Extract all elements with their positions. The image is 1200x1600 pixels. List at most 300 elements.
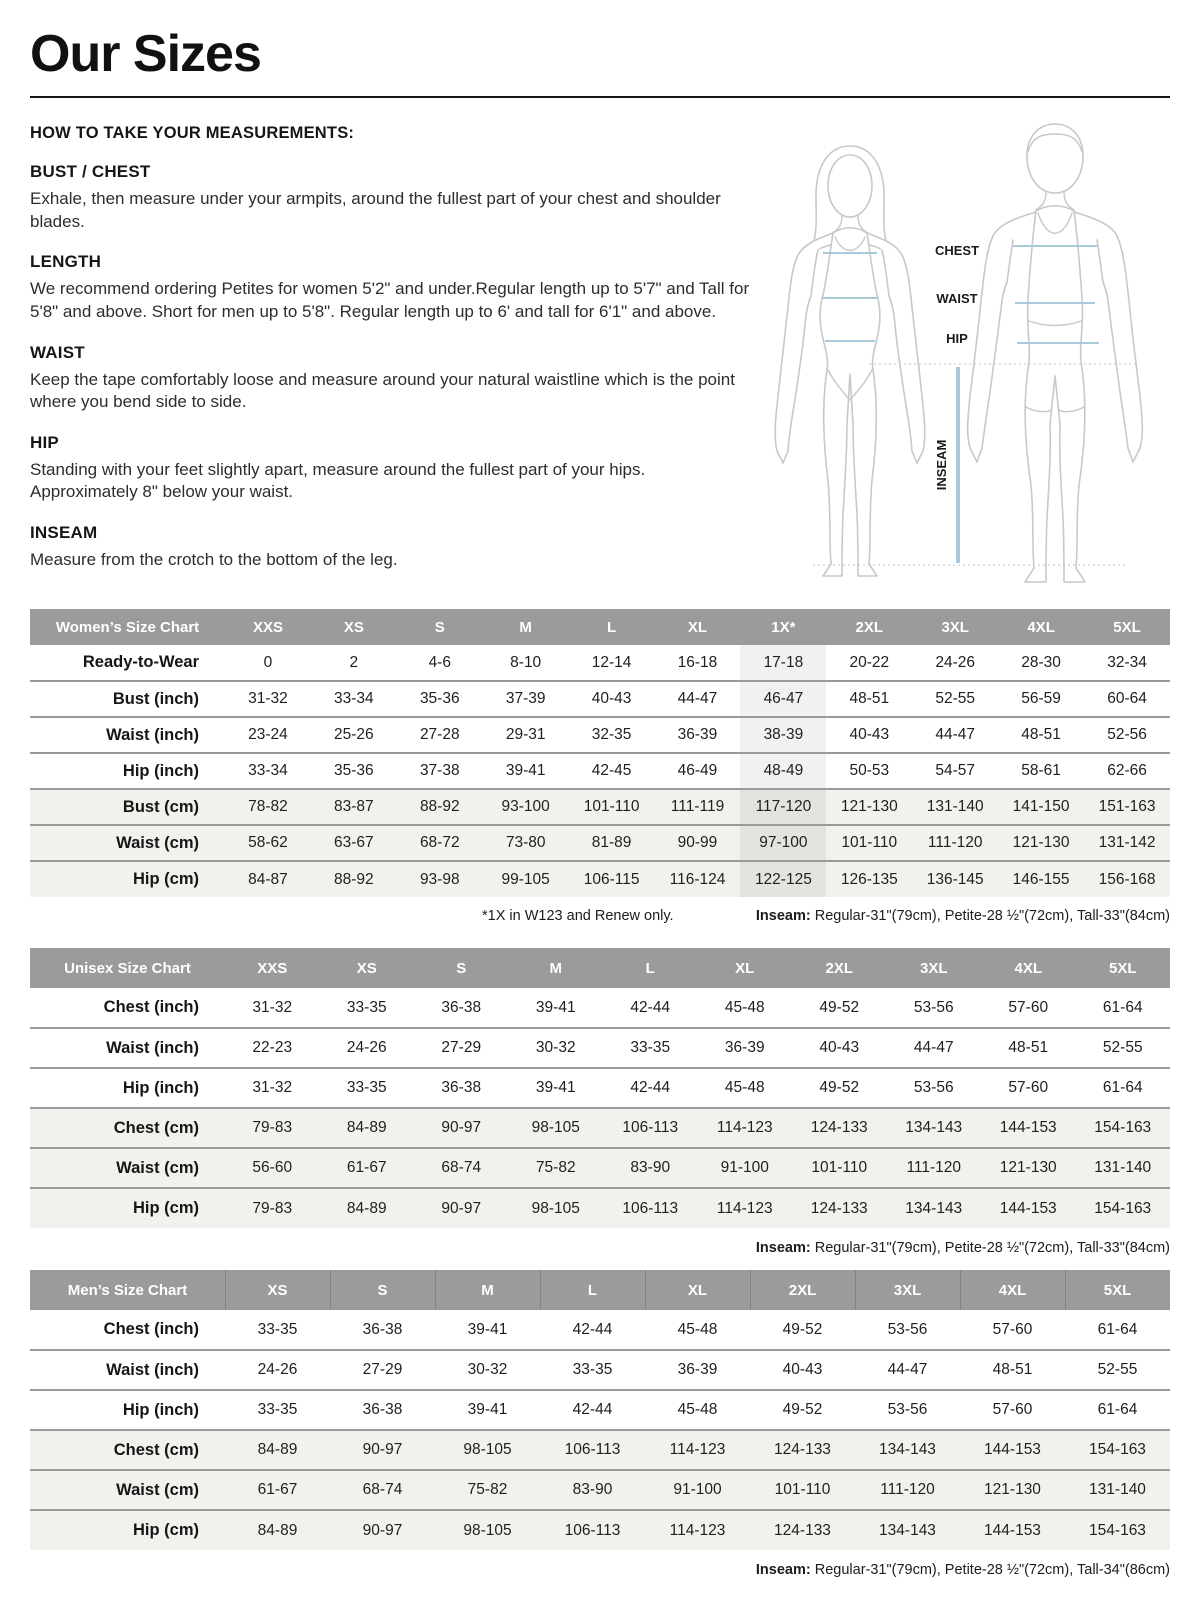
value-cell: 61-64 bbox=[1097, 1320, 1138, 1338]
waist-label: WAIST bbox=[936, 291, 978, 307]
value-cell: 134-143 bbox=[879, 1521, 936, 1539]
value-cell: 31-32 bbox=[252, 998, 293, 1016]
table-row bbox=[30, 1068, 1170, 1108]
title-divider bbox=[30, 96, 1170, 98]
value-cell: 12-14 bbox=[591, 653, 632, 671]
value-cell: 83-87 bbox=[334, 798, 374, 816]
womens-inseam-note bbox=[756, 908, 1170, 924]
size-header-cell: 3XL bbox=[887, 948, 982, 988]
value-cell: 40-43 bbox=[782, 1361, 823, 1379]
size-header-cell: L bbox=[603, 948, 698, 988]
value-cell: 53-56 bbox=[913, 998, 954, 1016]
size-header-cell: M bbox=[483, 609, 569, 645]
value-cell: 88-92 bbox=[334, 870, 374, 888]
table-header-row bbox=[30, 948, 1170, 988]
table-row bbox=[30, 1188, 1170, 1228]
value-cell: 40-43 bbox=[819, 1039, 860, 1057]
value-cell: 61-67 bbox=[346, 1159, 387, 1177]
value-cell: 101-110 bbox=[841, 834, 898, 852]
value-cell: 141-150 bbox=[1012, 798, 1070, 816]
value-cell: 30-32 bbox=[467, 1361, 508, 1379]
value-cell: 90-97 bbox=[362, 1441, 403, 1459]
value-cell: 134-143 bbox=[905, 1119, 963, 1137]
value-cell: 33-35 bbox=[346, 1079, 387, 1097]
value-cell: 60-64 bbox=[1107, 690, 1147, 708]
row-label-cell: Chest (inch) bbox=[103, 998, 199, 1017]
value-cell: 88-92 bbox=[419, 798, 460, 816]
size-header-cell: 2XL bbox=[750, 1270, 855, 1310]
value-cell: 151-163 bbox=[1098, 798, 1156, 816]
value-cell: 37-39 bbox=[505, 690, 546, 708]
value-cell: 75-82 bbox=[535, 1159, 576, 1177]
size-header-cell: 5XL bbox=[1084, 609, 1170, 645]
value-cell: 30-32 bbox=[535, 1039, 576, 1057]
size-header-cell: S bbox=[330, 1270, 435, 1310]
value-cell: 44-47 bbox=[935, 726, 976, 744]
unisex-size-chart-table bbox=[30, 948, 1170, 1228]
value-cell: 62-66 bbox=[1107, 762, 1147, 780]
value-cell: 49-52 bbox=[782, 1320, 823, 1338]
value-cell: 101-110 bbox=[583, 798, 640, 816]
value-cell: 90-97 bbox=[362, 1521, 403, 1539]
row-label-cell: Chest (cm) bbox=[113, 1440, 199, 1459]
section-heading: WAIST bbox=[30, 342, 85, 362]
value-cell: 93-98 bbox=[419, 870, 460, 888]
value-cell: 78-82 bbox=[248, 798, 288, 816]
value-cell: 0 bbox=[263, 653, 273, 671]
row-label-cell: Hip (inch) bbox=[122, 761, 199, 780]
value-cell: 45-48 bbox=[677, 1401, 718, 1419]
row-label-cell: Waist (cm) bbox=[116, 1480, 199, 1499]
value-cell: 33-35 bbox=[630, 1039, 671, 1057]
value-cell: 53-56 bbox=[913, 1079, 954, 1097]
value-cell: 52-56 bbox=[1107, 726, 1147, 744]
value-cell: 50-53 bbox=[849, 762, 890, 780]
value-cell: 111-120 bbox=[880, 1481, 935, 1499]
value-cell: 46-47 bbox=[740, 681, 826, 717]
value-cell: 52-55 bbox=[935, 690, 976, 708]
value-cell: 48-51 bbox=[1008, 1039, 1049, 1057]
womens-table-notes bbox=[30, 908, 1170, 924]
value-cell: 144-153 bbox=[984, 1521, 1041, 1539]
value-cell: 45-48 bbox=[677, 1320, 718, 1338]
value-cell: 2 bbox=[349, 653, 359, 671]
value-cell: 124-133 bbox=[810, 1199, 868, 1217]
inseam-note-text: Regular-31"(79cm), Petite-28 ½"(72cm), Tall-34"(86cm) bbox=[810, 1562, 1170, 1579]
table-title-cell: Unisex Size Chart bbox=[30, 948, 225, 988]
value-cell: 121-130 bbox=[840, 798, 898, 816]
value-cell: 27-29 bbox=[362, 1361, 403, 1379]
size-header-cell: 1X* bbox=[740, 609, 826, 645]
footnote-1x: *1X in W123 and Renew only. bbox=[482, 908, 674, 925]
value-cell: 33-35 bbox=[572, 1361, 613, 1379]
value-cell: 124-133 bbox=[774, 1441, 831, 1459]
value-cell: 44-47 bbox=[887, 1361, 928, 1379]
value-cell: 24-26 bbox=[935, 653, 976, 671]
value-cell: 84-89 bbox=[346, 1199, 387, 1217]
value-cell: 106-115 bbox=[583, 870, 640, 888]
value-cell: 38-39 bbox=[740, 717, 826, 753]
value-cell: 32-35 bbox=[591, 726, 632, 744]
section-text: Measure from the crotch to the bottom of the leg. bbox=[30, 550, 398, 570]
value-cell: 53-56 bbox=[887, 1320, 928, 1338]
value-cell: 154-163 bbox=[1094, 1199, 1152, 1217]
value-cell: 36-38 bbox=[441, 998, 482, 1016]
value-cell: 23-24 bbox=[248, 726, 288, 744]
row-label-cell: Waist (inch) bbox=[106, 1360, 199, 1379]
value-cell: 28-30 bbox=[1021, 653, 1061, 671]
size-charts-area bbox=[30, 609, 1170, 1578]
value-cell: 144-153 bbox=[999, 1199, 1057, 1217]
section-length bbox=[30, 252, 765, 323]
value-cell: 52-55 bbox=[1102, 1039, 1143, 1057]
value-cell: 32-34 bbox=[1107, 653, 1147, 671]
inseam-note-text: Regular-31"(79cm), Petite-28 ½"(72cm), Tall-33"(84cm) bbox=[810, 1240, 1170, 1257]
row-label-cell: Hip (cm) bbox=[133, 1521, 199, 1540]
table-row bbox=[30, 825, 1170, 861]
section-text: Standing with your feet slightly apart, measure around the fullest part of your hips. Approximately 8" below your waist. bbox=[30, 459, 646, 502]
table-row bbox=[30, 861, 1170, 897]
size-header-cell: 3XL bbox=[912, 609, 998, 645]
value-cell: 73-80 bbox=[505, 834, 546, 852]
value-cell: 90-97 bbox=[441, 1119, 482, 1137]
value-cell: 36-38 bbox=[441, 1079, 482, 1097]
row-label-cell: Chest (inch) bbox=[103, 1320, 199, 1339]
value-cell: 97-100 bbox=[740, 825, 826, 861]
value-cell: 45-48 bbox=[724, 998, 765, 1016]
value-cell: 98-105 bbox=[463, 1441, 512, 1459]
value-cell: 101-110 bbox=[811, 1159, 868, 1177]
value-cell: 42-44 bbox=[572, 1401, 613, 1419]
value-cell: 68-74 bbox=[362, 1481, 403, 1499]
row-label-cell: Ready-to-Wear bbox=[82, 653, 199, 672]
value-cell: 83-90 bbox=[630, 1159, 671, 1177]
value-cell: 24-26 bbox=[346, 1039, 387, 1057]
value-cell: 33-35 bbox=[257, 1320, 298, 1338]
value-cell: 56-60 bbox=[252, 1159, 293, 1177]
value-cell: 84-89 bbox=[257, 1441, 298, 1459]
table-row bbox=[30, 1470, 1170, 1510]
value-cell: 98-105 bbox=[463, 1521, 512, 1539]
inseam-note-label: Inseam: bbox=[755, 1562, 811, 1579]
value-cell: 136-145 bbox=[926, 870, 984, 888]
section-heading: BUST / CHEST bbox=[30, 162, 151, 182]
size-header-cell: L bbox=[569, 609, 655, 645]
section-inseam bbox=[30, 523, 765, 572]
value-cell: 42-44 bbox=[630, 1079, 671, 1097]
inseam-note-label: Inseam: bbox=[755, 1240, 811, 1257]
value-cell: 25-26 bbox=[334, 726, 374, 744]
value-cell: 134-143 bbox=[905, 1199, 963, 1217]
size-header-cell: XL bbox=[645, 1270, 750, 1310]
size-header-cell: M bbox=[435, 1270, 540, 1310]
inseam-label: INSEAM bbox=[934, 439, 949, 491]
how-to-heading: HOW TO TAKE YOUR MEASUREMENTS: bbox=[30, 124, 355, 143]
value-cell: 114-123 bbox=[669, 1441, 726, 1459]
value-cell: 48-51 bbox=[1021, 726, 1061, 744]
value-cell: 106-113 bbox=[564, 1441, 621, 1459]
value-cell: 42-44 bbox=[572, 1320, 613, 1338]
size-header-cell: XL bbox=[698, 948, 793, 988]
value-cell: 24-26 bbox=[257, 1361, 298, 1379]
value-cell: 29-31 bbox=[505, 726, 546, 744]
value-cell: 75-82 bbox=[467, 1481, 508, 1499]
value-cell: 52-55 bbox=[1097, 1361, 1138, 1379]
value-cell: 98-105 bbox=[531, 1199, 580, 1217]
value-cell: 31-32 bbox=[252, 1079, 293, 1097]
value-cell: 154-163 bbox=[1089, 1441, 1146, 1459]
value-cell: 144-153 bbox=[984, 1441, 1041, 1459]
row-label-cell: Waist (inch) bbox=[106, 1038, 199, 1057]
value-cell: 27-28 bbox=[419, 726, 460, 744]
size-header-cell: 4XL bbox=[960, 1270, 1065, 1310]
table-title-cell: Men’s Size Chart bbox=[30, 1270, 225, 1310]
value-cell: 106-113 bbox=[622, 1199, 679, 1217]
inseam-note-label: Inseam: bbox=[755, 908, 811, 925]
table-title-cell: Women’s Size Chart bbox=[30, 609, 225, 645]
value-cell: 121-130 bbox=[984, 1481, 1041, 1499]
value-cell: 101-110 bbox=[774, 1481, 831, 1499]
value-cell: 56-59 bbox=[1021, 690, 1061, 708]
row-label-cell: Bust (inch) bbox=[112, 689, 199, 708]
section-text: Keep the tape comfortably loose and measure around your natural waistline which is the point where you bend side to side. bbox=[30, 369, 735, 412]
value-cell: 61-67 bbox=[257, 1481, 298, 1499]
value-cell: 114-123 bbox=[669, 1521, 726, 1539]
table-row bbox=[30, 1510, 1170, 1550]
value-cell: 36-39 bbox=[677, 726, 718, 744]
size-header-cell: XS bbox=[311, 609, 397, 645]
table-row bbox=[30, 1310, 1170, 1350]
table-row bbox=[30, 1430, 1170, 1470]
page-title: Our Sizes bbox=[30, 25, 261, 83]
value-cell: 79-83 bbox=[252, 1119, 293, 1137]
table-row bbox=[30, 988, 1170, 1028]
value-cell: 61-64 bbox=[1102, 998, 1143, 1016]
value-cell: 79-83 bbox=[252, 1199, 293, 1217]
value-cell: 106-113 bbox=[622, 1119, 679, 1137]
section-bust-chest bbox=[30, 162, 765, 233]
value-cell: 48-51 bbox=[849, 690, 890, 708]
value-cell: 36-39 bbox=[724, 1039, 765, 1057]
value-cell: 154-163 bbox=[1094, 1119, 1152, 1137]
size-header-cell: 4XL bbox=[981, 948, 1076, 988]
value-cell: 39-41 bbox=[535, 1079, 576, 1097]
row-label-cell: Hip (cm) bbox=[133, 870, 199, 889]
value-cell: 45-48 bbox=[724, 1079, 765, 1097]
value-cell: 63-67 bbox=[334, 834, 374, 852]
value-cell: 22-23 bbox=[252, 1039, 293, 1057]
value-cell: 42-44 bbox=[630, 998, 671, 1016]
value-cell: 91-100 bbox=[673, 1481, 722, 1499]
value-cell: 39-41 bbox=[535, 998, 576, 1016]
value-cell: 131-140 bbox=[1094, 1159, 1152, 1177]
table-row bbox=[30, 717, 1170, 753]
unisex-inseam-note bbox=[30, 1240, 1170, 1256]
value-cell: 57-60 bbox=[992, 1401, 1033, 1419]
value-cell: 17-18 bbox=[740, 645, 826, 681]
value-cell: 90-99 bbox=[677, 834, 718, 852]
size-header-cell: XXS bbox=[225, 609, 311, 645]
value-cell: 4-6 bbox=[428, 653, 451, 671]
value-cell: 117-120 bbox=[740, 789, 826, 825]
section-heading: HIP bbox=[30, 432, 59, 452]
value-cell: 126-135 bbox=[840, 870, 898, 888]
row-label-cell: Bust (cm) bbox=[122, 797, 199, 816]
woman-body bbox=[820, 228, 880, 576]
value-cell: 98-105 bbox=[531, 1119, 580, 1137]
section-hip bbox=[30, 433, 765, 504]
value-cell: 68-74 bbox=[441, 1159, 482, 1177]
value-cell: 121-130 bbox=[999, 1159, 1057, 1177]
table-row bbox=[30, 753, 1170, 789]
value-cell: 49-52 bbox=[782, 1401, 823, 1419]
size-header-cell: 2XL bbox=[792, 948, 887, 988]
value-cell: 131-140 bbox=[926, 798, 984, 816]
table-row bbox=[30, 645, 1170, 681]
table-row bbox=[30, 1148, 1170, 1188]
section-heading: LENGTH bbox=[30, 252, 102, 272]
value-cell: 40-43 bbox=[849, 726, 890, 744]
value-cell: 131-142 bbox=[1098, 834, 1156, 852]
table-row bbox=[30, 1390, 1170, 1430]
value-cell: 36-38 bbox=[362, 1320, 403, 1338]
measurement-diagram bbox=[765, 104, 1170, 596]
value-cell: 154-163 bbox=[1089, 1521, 1146, 1539]
mens-inseam-note bbox=[30, 1562, 1170, 1578]
size-header-cell: 4XL bbox=[998, 609, 1084, 645]
size-header-cell: 5XL bbox=[1076, 948, 1171, 988]
table-row bbox=[30, 1028, 1170, 1068]
chest-label: CHEST bbox=[934, 243, 980, 259]
value-cell: 27-29 bbox=[441, 1039, 482, 1057]
row-label-cell: Waist (cm) bbox=[116, 1158, 199, 1177]
value-cell: 58-62 bbox=[248, 834, 288, 852]
row-label-cell: Hip (inch) bbox=[122, 1078, 199, 1097]
value-cell: 81-89 bbox=[591, 834, 632, 852]
value-cell: 46-49 bbox=[677, 762, 718, 780]
value-cell: 156-168 bbox=[1098, 870, 1156, 888]
value-cell: 84-89 bbox=[257, 1521, 298, 1539]
value-cell: 48-51 bbox=[992, 1361, 1033, 1379]
value-cell: 124-133 bbox=[774, 1521, 831, 1539]
woman-face bbox=[828, 155, 872, 217]
size-header-cell: L bbox=[540, 1270, 645, 1310]
value-cell: 124-133 bbox=[810, 1119, 868, 1137]
value-cell: 16-18 bbox=[677, 653, 718, 671]
value-cell: 106-113 bbox=[564, 1521, 621, 1539]
table-row bbox=[30, 1108, 1170, 1148]
value-cell: 111-120 bbox=[906, 1159, 962, 1177]
man-body bbox=[1025, 206, 1085, 582]
value-cell: 57-60 bbox=[992, 1320, 1033, 1338]
size-header-cell: M bbox=[509, 948, 604, 988]
row-label-cell: Hip (inch) bbox=[122, 1400, 199, 1419]
value-cell: 84-89 bbox=[346, 1119, 387, 1137]
value-cell: 31-32 bbox=[248, 690, 288, 708]
table-row bbox=[30, 681, 1170, 717]
value-cell: 20-22 bbox=[849, 653, 890, 671]
value-cell: 57-60 bbox=[1008, 1079, 1049, 1097]
body-figures-illustration bbox=[765, 112, 1165, 594]
size-header-cell: 3XL bbox=[855, 1270, 960, 1310]
value-cell: 93-100 bbox=[501, 798, 550, 816]
value-cell: 61-64 bbox=[1102, 1079, 1143, 1097]
row-label-cell: Chest (cm) bbox=[113, 1118, 199, 1137]
row-label-cell: Hip (cm) bbox=[133, 1199, 199, 1218]
value-cell: 39-41 bbox=[467, 1320, 508, 1338]
size-header-cell: 2XL bbox=[826, 609, 912, 645]
value-cell: 57-60 bbox=[1008, 998, 1049, 1016]
row-label-cell: Waist (cm) bbox=[116, 833, 199, 852]
value-cell: 58-61 bbox=[1021, 762, 1061, 780]
value-cell: 111-120 bbox=[927, 834, 983, 852]
value-cell: 37-38 bbox=[419, 762, 460, 780]
section-waist bbox=[30, 343, 765, 414]
value-cell: 54-57 bbox=[935, 762, 976, 780]
value-cell: 40-43 bbox=[591, 690, 632, 708]
hip-label: HIP bbox=[946, 331, 968, 347]
value-cell: 44-47 bbox=[677, 690, 718, 708]
table-header-row bbox=[30, 609, 1170, 645]
value-cell: 53-56 bbox=[887, 1401, 928, 1419]
value-cell: 134-143 bbox=[879, 1441, 936, 1459]
value-cell: 44-47 bbox=[913, 1039, 954, 1057]
how-to-column bbox=[30, 104, 765, 596]
size-header-cell: S bbox=[397, 609, 483, 645]
value-cell: 49-52 bbox=[819, 998, 860, 1016]
size-header-cell: S bbox=[414, 948, 509, 988]
value-cell: 84-87 bbox=[248, 870, 288, 888]
size-header-cell: XXS bbox=[225, 948, 320, 988]
inseam-note-text: Regular-31"(79cm), Petite-28 ½"(72cm), Tall-33"(84cm) bbox=[810, 908, 1170, 925]
value-cell: 42-45 bbox=[591, 762, 632, 780]
value-cell: 99-105 bbox=[501, 870, 550, 888]
value-cell: 33-35 bbox=[346, 998, 387, 1016]
value-cell: 33-34 bbox=[248, 762, 288, 780]
mens-size-chart-table bbox=[30, 1270, 1170, 1550]
value-cell: 49-52 bbox=[819, 1079, 860, 1097]
value-cell: 131-140 bbox=[1089, 1481, 1146, 1499]
value-cell: 90-97 bbox=[441, 1199, 482, 1217]
value-cell: 33-35 bbox=[257, 1401, 298, 1419]
value-cell: 36-39 bbox=[677, 1361, 718, 1379]
value-cell: 36-38 bbox=[362, 1401, 403, 1419]
value-cell: 35-36 bbox=[334, 762, 374, 780]
value-cell: 39-41 bbox=[505, 762, 546, 780]
value-cell: 144-153 bbox=[999, 1119, 1057, 1137]
size-header-cell: 5XL bbox=[1065, 1270, 1170, 1310]
value-cell: 83-90 bbox=[572, 1481, 613, 1499]
table-header-row bbox=[30, 1270, 1170, 1310]
value-cell: 114-123 bbox=[716, 1199, 773, 1217]
value-cell: 122-125 bbox=[740, 861, 826, 897]
value-cell: 111-119 bbox=[670, 798, 725, 816]
womens-size-chart-table bbox=[30, 609, 1170, 897]
value-cell: 8-10 bbox=[510, 653, 542, 671]
value-cell: 68-72 bbox=[419, 834, 460, 852]
value-cell: 121-130 bbox=[1012, 834, 1070, 852]
size-header-cell: XS bbox=[320, 948, 415, 988]
value-cell: 33-34 bbox=[334, 690, 374, 708]
section-text: Exhale, then measure under your armpits, around the fullest part of your chest and shoulder blades. bbox=[30, 189, 721, 231]
value-cell: 48-49 bbox=[740, 753, 826, 789]
size-header-cell: XL bbox=[655, 609, 741, 645]
measurement-instructions-area bbox=[30, 104, 1170, 596]
value-cell: 114-123 bbox=[716, 1119, 773, 1137]
value-cell: 91-100 bbox=[720, 1159, 769, 1177]
table-row bbox=[30, 789, 1170, 825]
value-cell: 61-64 bbox=[1097, 1401, 1138, 1419]
